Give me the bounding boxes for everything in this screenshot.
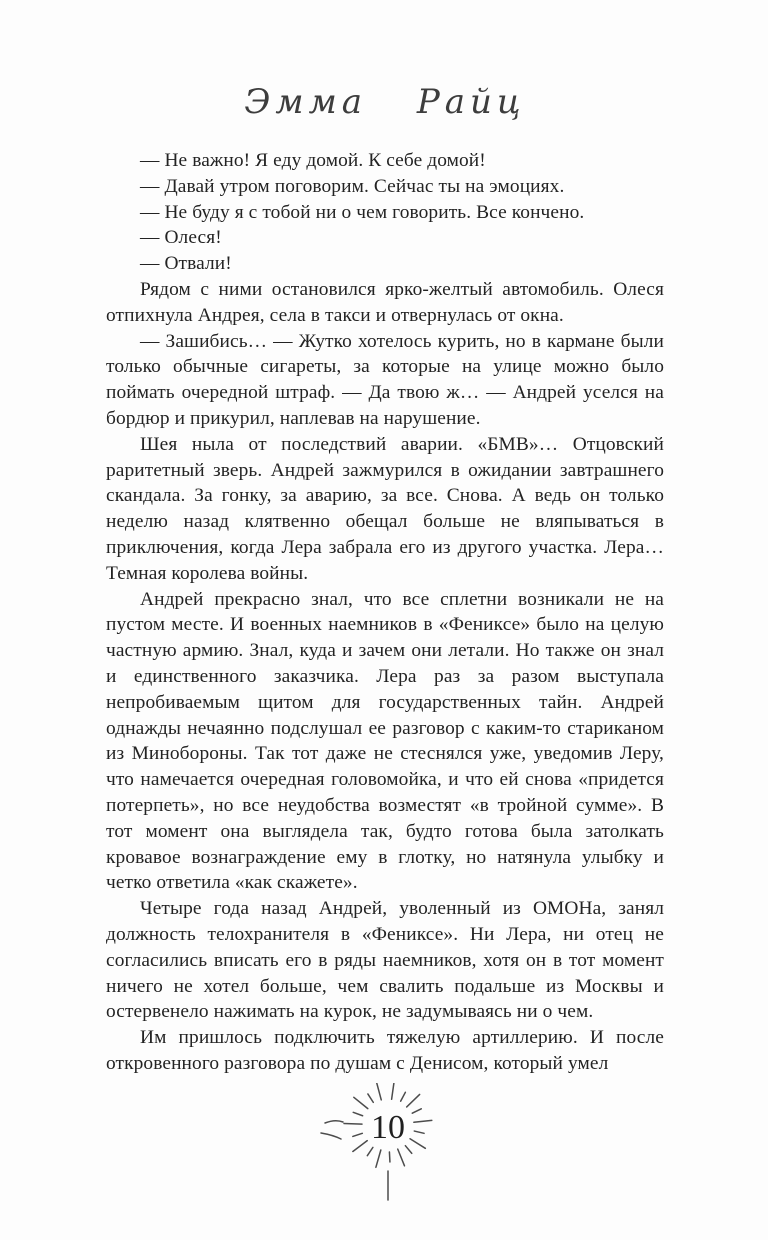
paragraph: — Олеся! [140,227,222,249]
paragraph: Им пришлось подключить тяжелую артиллерию. И после откровенного разговора по душам с Денисом, который умел [106,1027,664,1074]
text-block [106,148,664,1077]
paragraph: Андрей прекрасно знал, что все сплетни возникали не на пустом месте. И военных наемников в «Фениксе» было на целую частную армию. Знал, куда и зачем они летали. Но также он знал и единственного заказчика. Лера раз за разом выступала непробиваемым щитом для государственных тайн. Андрей однажды нечаянно подслушал ее разговор с каким-то стариканом из Минобороны. Так тот даже не стеснялся уже, уведомив Леру, что намечается очередная головомойка, и что ей снова «придется потерпеть», но все неудобства возместят «в тройной сумме». В тот момент она выглядела так, будто готова была затолкать кровавое вознаграждение ему в глотку, но натянула улыбку и четко ответила «как скажете». [106,588,664,894]
paragraph: — Давай утром поговорим. Сейчас ты на эмоциях. [140,175,565,197]
page-number: 10 [371,1108,405,1146]
paragraph: Четыре года назад Андрей, уволенный из ОМОНа, занял должность телохранителя в «Фениксе». Ни Лера, ни отец не согласились вписать его в ряды наемников, хотя он в тот момент ничего не хотел больше, чем свалить подальше из Москвы и остервенело нажимать на курок, не задумываясь ни о чем. [106,898,664,1023]
running-head-author: Эмма Райц [244,82,526,122]
paragraph: — Не буду я с тобой ни о чем говорить. Все кончено. [140,201,585,223]
left-flourish-2 [321,1133,341,1139]
paragraph: — Зашибись… — Жутко хотелось курить, но в кармане были только обычные сигареты, за которые на улице можно было поймать очередной штраф. — Да твою ж… — Андрей уселся на бордюр и прикурил, наплевав на нарушение. [106,330,664,429]
footer-ornament-wrap [106,1083,664,1208]
paragraph: — Не важно! Я еду домой. К себе домой! [140,150,486,171]
paragraph: — Отвали! [140,253,232,275]
paragraph: Шея ныла от последствий аварии. «БМВ»… Отцовский раритетный зверь. Андрей зажмурился в ожидании завтрашнего скандала. За гонку, за аварию, за все. Снова. А ведь он только неделю назад клятвенно обещал больше не вляпываться в приключения, когда Лера забрала его из другого участка. Лера… Темная королева войны. [106,433,664,584]
sun-ornament [285,1083,485,1203]
left-flourish [325,1120,343,1122]
paragraph: Рядом с ними остановился ярко-желтый автомобиль. Олеся отпихнула Андрея, села в такси и отвернулась от окна. [106,278,664,326]
